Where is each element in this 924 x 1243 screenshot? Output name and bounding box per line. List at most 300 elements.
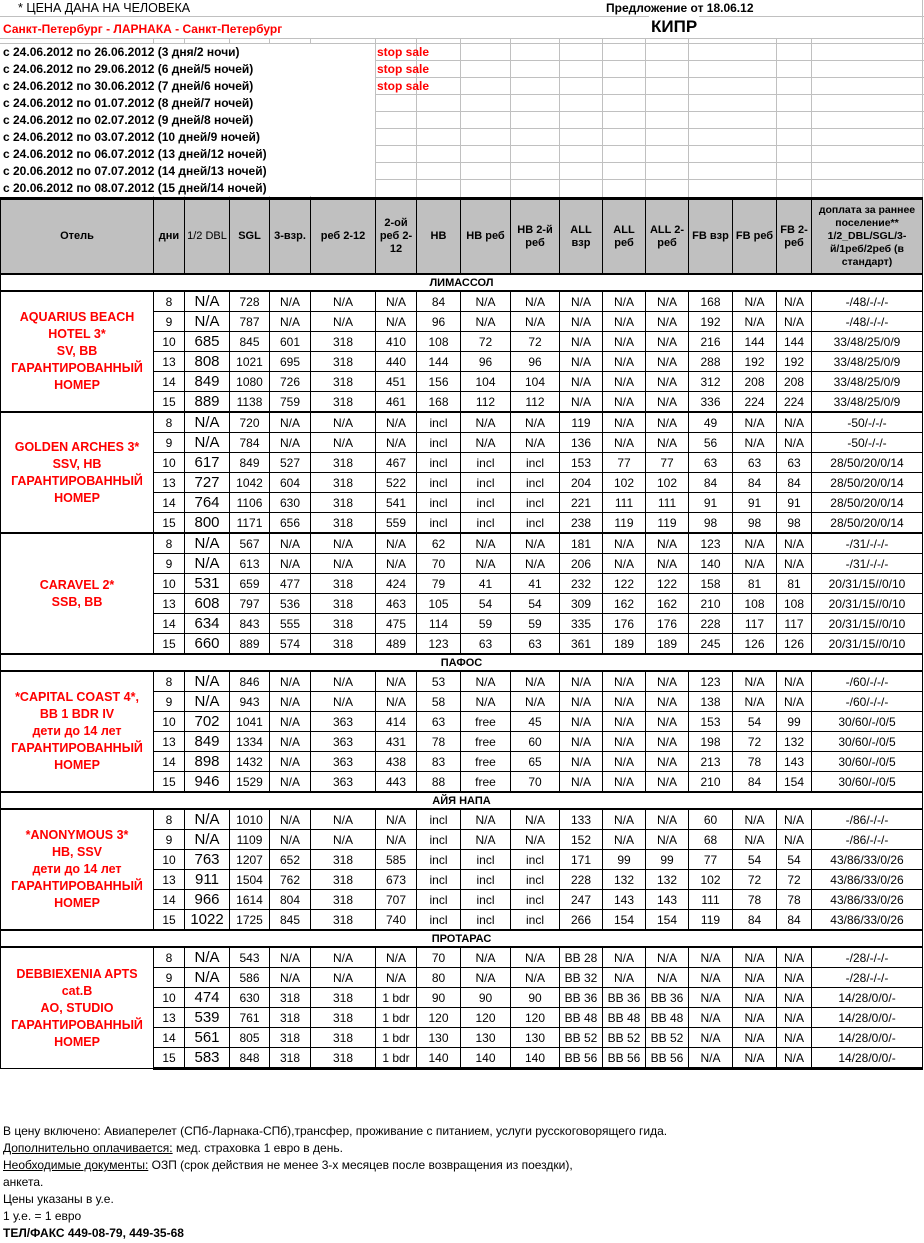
table-cell: N/A — [185, 412, 230, 433]
table-cell: N/A — [185, 968, 230, 988]
table-cell: 531 — [185, 574, 230, 594]
table-cell: 656 — [270, 513, 311, 534]
hotel-name-line: SSV, HB — [52, 456, 102, 471]
table-cell: N/A — [603, 752, 646, 772]
table-cell: 90 — [511, 988, 560, 1008]
table-cell: 20/31/15//0/10 — [812, 634, 923, 655]
table-cell: 33/48/25/0/9 — [812, 352, 923, 372]
hotel-name-line: SSB, BB — [51, 594, 103, 609]
table-cell: 15 — [154, 634, 185, 655]
hotel-name-line: CARAVEL 2* — [39, 577, 115, 592]
region-name: АЙЯ НАПА — [1, 792, 923, 809]
table-cell: 1 bdr — [376, 1028, 417, 1048]
table-cell: N/A — [311, 433, 376, 453]
table-cell: 120 — [511, 1008, 560, 1028]
table-cell: 54 — [733, 850, 777, 870]
table-cell: 312 — [689, 372, 733, 392]
table-cell: 63 — [461, 634, 511, 655]
table-cell: 14/28/0/0/- — [812, 1008, 923, 1028]
hotel-name-line: HOTEL 3* — [48, 327, 106, 341]
table-cell: 14 — [154, 493, 185, 513]
table-cell: 91 — [689, 493, 733, 513]
table-cell: N/A — [376, 554, 417, 574]
table-cell: 318 — [311, 870, 376, 890]
table-cell: N/A — [311, 809, 376, 830]
table-cell: N/A — [560, 332, 603, 352]
table-cell: 72 — [511, 332, 560, 352]
table-cell: N/A — [461, 412, 511, 433]
column-header: Отель — [1, 199, 154, 275]
table-cell: 363 — [311, 712, 376, 732]
table-cell: N/A — [646, 732, 689, 752]
table-cell: 335 — [560, 614, 603, 634]
table-cell: N/A — [511, 433, 560, 453]
table-cell: 451 — [376, 372, 417, 392]
table-cell: 133 — [560, 809, 603, 830]
table-cell: 33/48/25/0/9 — [812, 332, 923, 352]
table-cell: 9 — [154, 554, 185, 574]
table-header-row — [1, 199, 923, 275]
table-cell: 210 — [689, 772, 733, 793]
table-cell: 98 — [777, 513, 812, 534]
table-cell: 65 — [511, 752, 560, 772]
table-cell: 140 — [461, 1048, 511, 1069]
table-cell: incl — [461, 453, 511, 473]
table-cell: N/A — [560, 671, 603, 692]
table-cell: 1334 — [230, 732, 270, 752]
table-cell: N/A — [646, 772, 689, 793]
table-cell: 318 — [311, 594, 376, 614]
table-cell: 153 — [689, 712, 733, 732]
table-cell: N/A — [777, 692, 812, 712]
table-row — [1, 947, 923, 968]
table-cell: 946 — [185, 772, 230, 793]
table-cell: free — [461, 752, 511, 772]
column-header: FB реб — [733, 199, 777, 275]
table-cell: 559 — [376, 513, 417, 534]
hotel-name-line: ГАРАНТИРОВАННЫЙ — [11, 741, 143, 755]
table-cell: N/A — [646, 752, 689, 772]
table-cell: 617 — [185, 453, 230, 473]
table-cell: 586 — [230, 968, 270, 988]
table-cell: 154 — [646, 910, 689, 931]
extra-payment-note — [3, 1141, 924, 1155]
table-cell: N/A — [733, 692, 777, 712]
table-cell: N/A — [646, 332, 689, 352]
table-cell: 84 — [777, 473, 812, 493]
table-cell: 154 — [603, 910, 646, 931]
table-cell: 102 — [689, 870, 733, 890]
period-row: с 24.06.2012 по 01.07.2012 (8 дней/7 ночей) — [3, 96, 254, 110]
table-cell: 849 — [185, 372, 230, 392]
table-cell: 318 — [270, 1048, 311, 1069]
table-cell: 60 — [511, 732, 560, 752]
table-cell: N/A — [270, 412, 311, 433]
table-cell: 543 — [230, 947, 270, 968]
table-cell: 567 — [230, 533, 270, 554]
table-cell: 440 — [376, 352, 417, 372]
table-cell: 132 — [603, 870, 646, 890]
table-cell: 13 — [154, 473, 185, 493]
table-cell: 608 — [185, 594, 230, 614]
table-cell: 63 — [689, 453, 733, 473]
table-cell: 28/50/20/0/14 — [812, 493, 923, 513]
table-cell: 9 — [154, 830, 185, 850]
table-cell: N/A — [733, 412, 777, 433]
table-cell: N/A — [270, 692, 311, 712]
table-cell: N/A — [733, 312, 777, 332]
table-cell: N/A — [185, 312, 230, 332]
hotel-name-line: дети до 14 лет — [32, 862, 122, 876]
table-cell: N/A — [689, 1028, 733, 1048]
table-cell: 117 — [777, 614, 812, 634]
table-cell: 84 — [689, 473, 733, 493]
table-cell: 728 — [230, 291, 270, 312]
table-cell: N/A — [461, 312, 511, 332]
table-cell: free — [461, 712, 511, 732]
table-cell: 14/28/0/0/- — [812, 1028, 923, 1048]
table-cell: 81 — [733, 574, 777, 594]
table-cell: 59 — [461, 614, 511, 634]
column-header: дни — [154, 199, 185, 275]
table-cell: 247 — [560, 890, 603, 910]
table-cell: -/28/-/-/- — [812, 968, 923, 988]
table-cell: N/A — [185, 947, 230, 968]
hotel-name-line: cat.B — [61, 983, 93, 998]
table-cell: 143 — [777, 752, 812, 772]
table-cell: N/A — [777, 988, 812, 1008]
table-cell: N/A — [270, 712, 311, 732]
table-cell: 898 — [185, 752, 230, 772]
table-cell: 1022 — [185, 910, 230, 931]
table-cell: 318 — [311, 850, 376, 870]
column-header: FB взр — [689, 199, 733, 275]
table-cell: 13 — [154, 870, 185, 890]
table-cell: N/A — [603, 312, 646, 332]
table-cell: incl — [511, 910, 560, 931]
table-cell: N/A — [603, 352, 646, 372]
table-cell: -50/-/-/- — [812, 412, 923, 433]
table-cell: 30/60/-/0/5 — [812, 732, 923, 752]
table-cell: 410 — [376, 332, 417, 352]
table-cell: N/A — [461, 533, 511, 554]
table-cell: 10 — [154, 453, 185, 473]
table-cell: 363 — [311, 752, 376, 772]
table-cell: 9 — [154, 692, 185, 712]
country-title: КИПР — [651, 17, 698, 36]
table-cell: 889 — [185, 392, 230, 413]
table-cell: N/A — [311, 968, 376, 988]
table-cell: 77 — [603, 453, 646, 473]
stop-sale-badge: stop sale — [377, 45, 430, 59]
table-cell: N/A — [733, 809, 777, 830]
table-cell: N/A — [511, 947, 560, 968]
table-cell: 213 — [689, 752, 733, 772]
table-cell: incl — [417, 870, 461, 890]
table-cell: N/A — [560, 712, 603, 732]
table-cell: incl — [461, 870, 511, 890]
table-cell: 30/60/-/0/5 — [812, 712, 923, 732]
table-cell: N/A — [777, 830, 812, 850]
table-cell: 13 — [154, 594, 185, 614]
table-cell: 318 — [311, 493, 376, 513]
table-cell: N/A — [461, 554, 511, 574]
table-cell: 800 — [185, 513, 230, 534]
table-cell: 762 — [270, 870, 311, 890]
region-row — [1, 792, 923, 809]
table-cell: N/A — [646, 947, 689, 968]
table-cell: BB 48 — [603, 1008, 646, 1028]
table-cell: 171 — [560, 850, 603, 870]
table-cell: 318 — [311, 392, 376, 413]
table-cell: 318 — [311, 634, 376, 655]
table-cell: N/A — [185, 533, 230, 554]
table-cell: 467 — [376, 453, 417, 473]
table-cell: BB 52 — [560, 1028, 603, 1048]
table-cell: 108 — [733, 594, 777, 614]
table-cell: 111 — [646, 493, 689, 513]
table-cell: N/A — [603, 372, 646, 392]
table-cell: N/A — [185, 671, 230, 692]
table-cell: 232 — [560, 574, 603, 594]
table-cell: 363 — [311, 732, 376, 752]
table-cell: 120 — [417, 1008, 461, 1028]
table-cell: 13 — [154, 1008, 185, 1028]
table-cell: N/A — [311, 692, 376, 712]
table-cell: 176 — [603, 614, 646, 634]
table-cell: 130 — [417, 1028, 461, 1048]
table-row — [1, 809, 923, 830]
table-cell: 33/48/25/0/9 — [812, 392, 923, 413]
price-table — [0, 197, 923, 1070]
table-cell: 84 — [733, 473, 777, 493]
table-cell: 318 — [311, 473, 376, 493]
table-cell: 463 — [376, 594, 417, 614]
table-cell: 673 — [376, 870, 417, 890]
table-cell: 119 — [603, 513, 646, 534]
table-cell: N/A — [511, 692, 560, 712]
table-cell: N/A — [603, 412, 646, 433]
table-cell: 14/28/0/0/- — [812, 1048, 923, 1069]
column-header: 2-ой реб 2-12 — [376, 199, 417, 275]
table-cell: 318 — [270, 988, 311, 1008]
table-cell: 702 — [185, 712, 230, 732]
table-cell: -/86/-/-/- — [812, 830, 923, 850]
table-cell: 438 — [376, 752, 417, 772]
hotel-name-line: AO, STUDIO — [40, 1000, 114, 1015]
table-cell: 1021 — [230, 352, 270, 372]
table-cell: 685 — [185, 332, 230, 352]
table-cell: 1207 — [230, 850, 270, 870]
table-cell: 660 — [185, 634, 230, 655]
table-cell: free — [461, 732, 511, 752]
table-cell: N/A — [511, 312, 560, 332]
table-cell: 787 — [230, 312, 270, 332]
table-cell: N/A — [777, 968, 812, 988]
table-cell: N/A — [511, 412, 560, 433]
table-cell: 630 — [270, 493, 311, 513]
table-cell: 84 — [777, 910, 812, 931]
table-cell: 41 — [461, 574, 511, 594]
region-name: ПРОТАРАС — [1, 930, 923, 947]
hotel-name-line: НОМЕР — [54, 490, 100, 505]
table-cell: N/A — [185, 809, 230, 830]
table-cell: 221 — [560, 493, 603, 513]
table-cell: BB 32 — [560, 968, 603, 988]
table-cell: 43/86/33/0/26 — [812, 870, 923, 890]
table-cell: N/A — [777, 433, 812, 453]
table-cell: 1529 — [230, 772, 270, 793]
table-cell: 138 — [689, 692, 733, 712]
table-cell: N/A — [646, 372, 689, 392]
table-cell: 443 — [376, 772, 417, 793]
table-cell: 966 — [185, 890, 230, 910]
table-cell: 1109 — [230, 830, 270, 850]
period-row: с 24.06.2012 по 29.06.2012 (6 дней/5 ночей) — [3, 62, 254, 76]
table-cell: 72 — [777, 870, 812, 890]
table-cell: N/A — [646, 412, 689, 433]
table-cell: 102 — [603, 473, 646, 493]
table-cell: 224 — [777, 392, 812, 413]
table-cell: 132 — [646, 870, 689, 890]
table-cell: BB 48 — [646, 1008, 689, 1028]
table-cell: 77 — [646, 453, 689, 473]
table-cell: 601 — [270, 332, 311, 352]
table-cell: 15 — [154, 910, 185, 931]
table-cell: incl — [511, 473, 560, 493]
documents-note-2: анкета. — [3, 1175, 44, 1189]
table-cell: N/A — [511, 291, 560, 312]
table-cell: 363 — [311, 772, 376, 793]
table-cell: 13 — [154, 352, 185, 372]
table-cell: N/A — [603, 692, 646, 712]
table-cell: 318 — [270, 1028, 311, 1048]
table-cell: 224 — [733, 392, 777, 413]
table-cell: 539 — [185, 1008, 230, 1028]
table-cell: 10 — [154, 850, 185, 870]
table-cell: 192 — [777, 352, 812, 372]
price-note: * ЦЕНА ДАНА НА ЧЕЛОВЕКА — [18, 1, 191, 15]
table-cell: 84 — [733, 910, 777, 931]
table-cell: incl — [461, 493, 511, 513]
table-cell: N/A — [270, 947, 311, 968]
period-row: с 20.06.2012 по 08.07.2012 (15 дней/14 ночей) — [3, 181, 267, 195]
table-cell: 14 — [154, 890, 185, 910]
table-cell: 561 — [185, 1028, 230, 1048]
table-cell: BB 56 — [603, 1048, 646, 1069]
table-cell: 80 — [417, 968, 461, 988]
table-cell: 20/31/15//0/10 — [812, 574, 923, 594]
table-cell: 28/50/20/0/14 — [812, 473, 923, 493]
table-cell: N/A — [733, 1048, 777, 1069]
table-cell: N/A — [511, 554, 560, 574]
table-cell: 1042 — [230, 473, 270, 493]
table-cell: N/A — [777, 412, 812, 433]
table-cell: N/A — [311, 412, 376, 433]
table-cell: 318 — [311, 1008, 376, 1028]
table-cell: 845 — [230, 332, 270, 352]
table-cell: N/A — [646, 433, 689, 453]
table-cell: 8 — [154, 809, 185, 830]
table-cell: N/A — [689, 988, 733, 1008]
table-cell: 461 — [376, 392, 417, 413]
column-header: доплата за раннее поселение** 1/2_DBL/SGL/3-й/1реб/2реб (в стандарт) — [812, 199, 923, 275]
table-cell: 659 — [230, 574, 270, 594]
table-cell: -/28/-/-/- — [812, 947, 923, 968]
table-cell: 849 — [185, 732, 230, 752]
table-cell: 707 — [376, 890, 417, 910]
table-cell: 143 — [646, 890, 689, 910]
table-cell: 99 — [777, 712, 812, 732]
table-cell: 111 — [689, 890, 733, 910]
table-cell: N/A — [603, 809, 646, 830]
table-cell: -50/-/-/- — [812, 433, 923, 453]
table-cell: 228 — [560, 870, 603, 890]
table-cell: N/A — [461, 692, 511, 712]
table-cell: 740 — [376, 910, 417, 931]
table-cell: 1 bdr — [376, 988, 417, 1008]
phone-note: ТЕЛ/ФАКС 449-08-79, 449-35-68 — [3, 1226, 184, 1240]
table-cell: 136 — [560, 433, 603, 453]
table-cell: 122 — [646, 574, 689, 594]
table-cell: 210 — [689, 594, 733, 614]
table-cell: 808 — [185, 352, 230, 372]
table-cell: 1725 — [230, 910, 270, 931]
period-row: с 24.06.2012 по 06.07.2012 (13 дней/12 ночей) — [3, 147, 267, 161]
table-cell: 1010 — [230, 809, 270, 830]
table-cell: 266 — [560, 910, 603, 931]
table-cell: N/A — [646, 968, 689, 988]
table-cell: 41 — [511, 574, 560, 594]
table-cell: 130 — [461, 1028, 511, 1048]
table-cell: -/60/-/-/- — [812, 692, 923, 712]
table-cell: N/A — [733, 291, 777, 312]
table-cell: N/A — [461, 809, 511, 830]
table-cell: 797 — [230, 594, 270, 614]
table-cell: 10 — [154, 988, 185, 1008]
table-cell: 361 — [560, 634, 603, 655]
hotel-name-line: GOLDEN ARCHES 3* — [14, 439, 140, 454]
table-cell: 78 — [777, 890, 812, 910]
table-cell: 126 — [777, 634, 812, 655]
table-cell: 162 — [603, 594, 646, 614]
table-cell: 1171 — [230, 513, 270, 534]
table-cell: N/A — [603, 968, 646, 988]
hotel-name-line: BB 1 BDR IV — [39, 707, 115, 721]
table-cell: BB 56 — [646, 1048, 689, 1069]
table-cell: 424 — [376, 574, 417, 594]
table-cell: 53 — [417, 671, 461, 692]
table-cell: 9 — [154, 312, 185, 332]
table-cell: 574 — [270, 634, 311, 655]
table-cell: 83 — [417, 752, 461, 772]
table-cell: N/A — [603, 433, 646, 453]
table-cell: N/A — [376, 291, 417, 312]
table-cell: 763 — [185, 850, 230, 870]
table-cell: 630 — [230, 988, 270, 1008]
table-cell: 727 — [185, 473, 230, 493]
table-cell: 144 — [417, 352, 461, 372]
table-cell: 318 — [311, 988, 376, 1008]
table-cell: 77 — [689, 850, 733, 870]
table-cell: BB 48 — [560, 1008, 603, 1028]
table-cell: N/A — [777, 1008, 812, 1028]
column-header: HB реб — [461, 199, 511, 275]
hotel-name — [1, 671, 154, 792]
table-cell: N/A — [560, 392, 603, 413]
table-cell: incl — [417, 809, 461, 830]
table-cell: N/A — [560, 372, 603, 392]
